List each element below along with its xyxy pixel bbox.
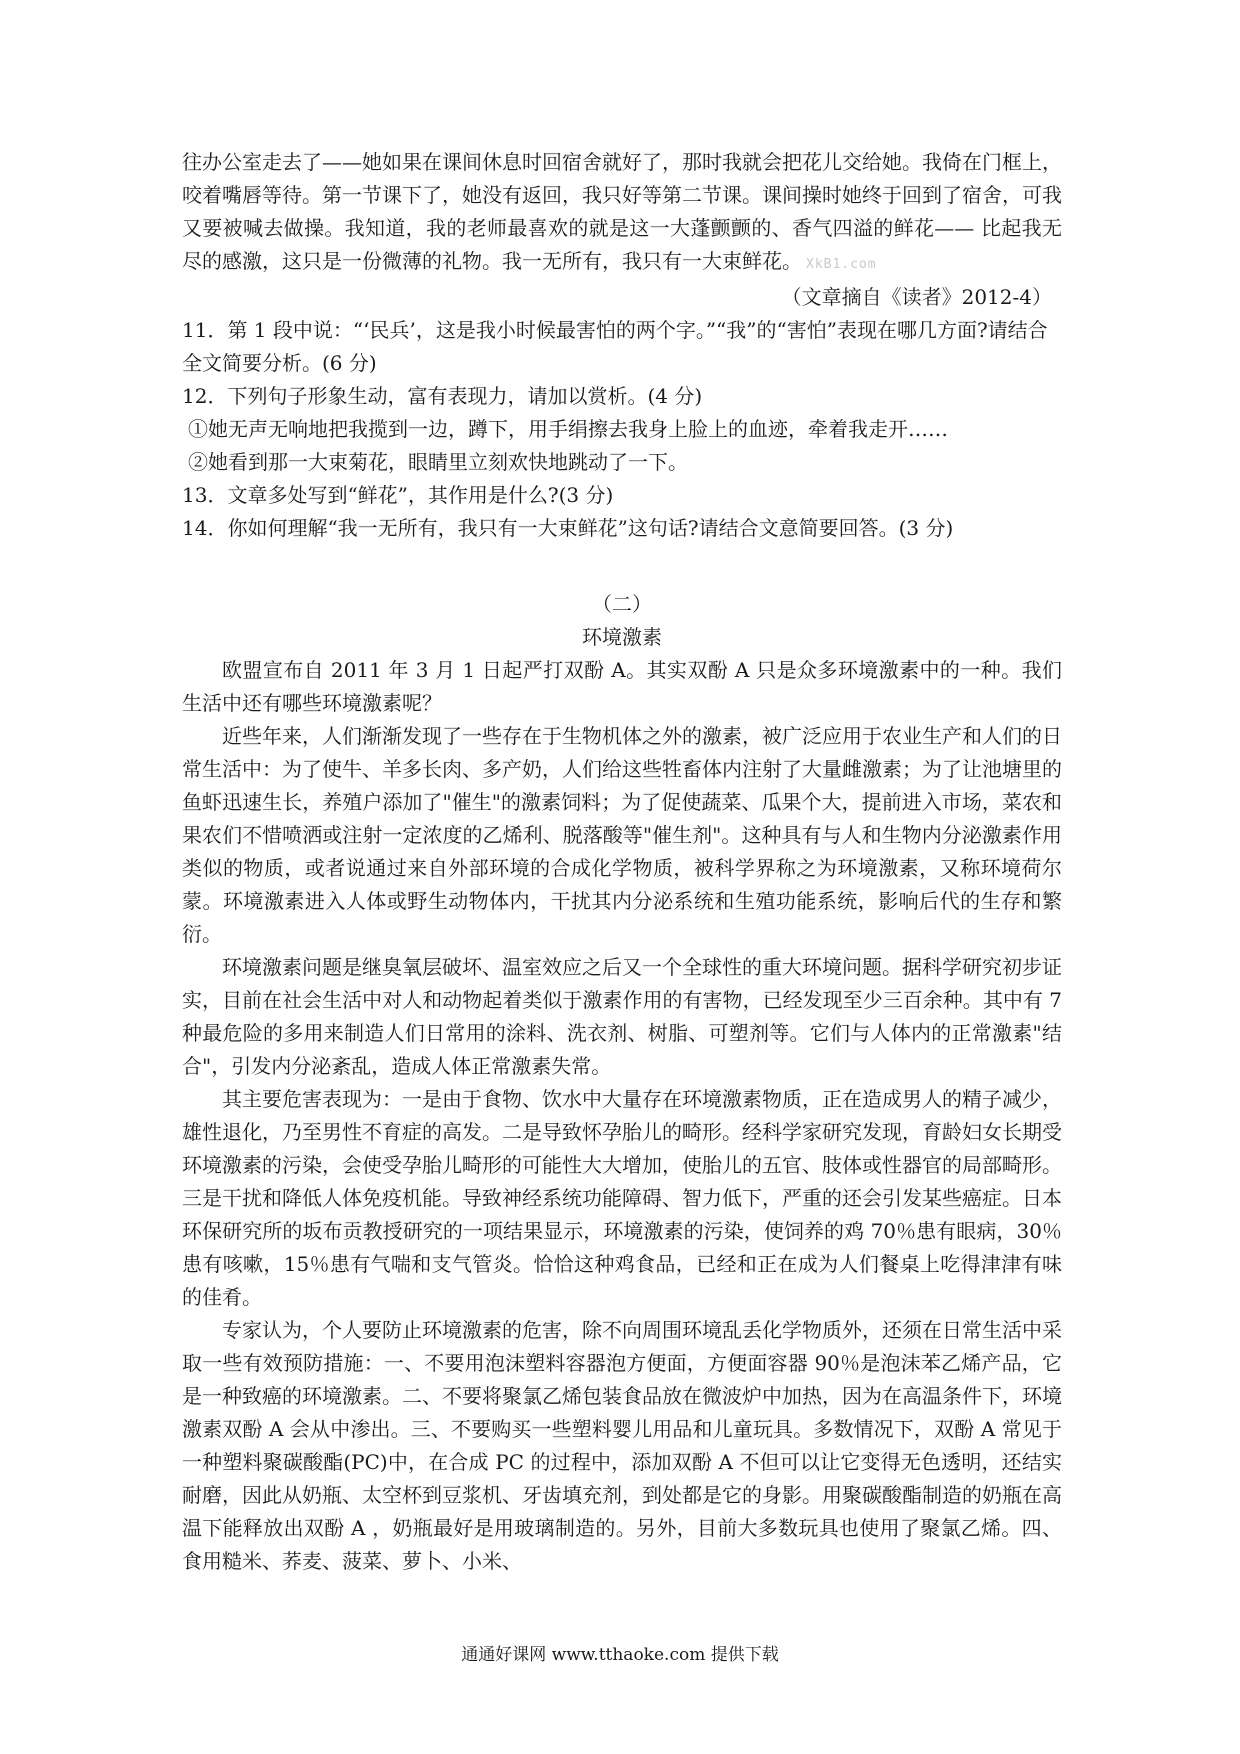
article-source: （文章摘自《读者》2012-4） — [781, 285, 1052, 309]
question-13: 13．文章多处写到“鲜花”，其作用是什么?(3 分) — [182, 483, 614, 507]
section-title: 环境激素 — [582, 625, 662, 649]
question-14: 14．你如何理解“我一无所有，我只有一大束鲜花”这句话?请结合文意简要回答。(3 分) — [182, 516, 954, 540]
passage-two-paragraph-5: 专家认为，个人要防止环境激素的危害，除不向周围环境乱丢化学物质外，还须在日常生活中采取一些有效预防措施：一、不要用泡沫塑料容器泡方便面，方便面容器 90％是泡沫苯乙烯产品，它是一种致癌的环境激素。二、不要将聚氯乙烯包装食品放在微波炉中加热，因为在高温条件下，环境激素双酚 A 会从中渗出。三、不要购买一些塑料婴儿用品和儿童玩具。多数情况下，双酚 A 常见于一种塑料聚碳酸酯(PC)中，在合成 PC 的过程中，添加双酚 A 不但可以让它变得无色透明，还结实耐磨，因此从奶瓶、太空杯到豆浆机、牙齿填充剂，到处都是它的身影。用聚碳酸酯制造的奶瓶在高温下能释放出双酚 A ，奶瓶最好是用玻璃制造的。另外，目前大多数玩具也使用了聚氯乙烯。四、食用糙米、荞麦、菠菜、萝卜、小米、 — [182, 1318, 1062, 1573]
document-page — [182, 146, 1062, 1578]
question-11: 11．第 1 段中说：“‘民兵’，这是我小时候最害怕的两个字。”“我”的“害怕”表现在哪几方面?请结合全文简要分析。(6 分) — [182, 318, 1048, 375]
question-12: 12．下列句子形象生动，富有表现力，请加以赏析。(4 分) — [182, 384, 703, 408]
section-spacer — [182, 545, 1062, 578]
passage-two-paragraph-1: 欧盟宣布自 2011 年 3 月 1 日起严打双酚 A。其实双酚 A 只是众多环境激素中的一种。我们生活中还有哪些环境激素呢？ — [182, 658, 1062, 715]
passage-two-paragraph-3: 环境激素问题是继臭氧层破坏、温室效应之后又一个全球性的重大环境问题。据科学研究初步证实，目前在社会生活中对人和动物起着类似于激素作用的有害物，已经发现至少三百余种。其中有 7 种最危险的多用来制造人们日常用的涂料、洗衣剂、树脂、可塑剂等。它们与人体内的正常激素"结合"，引发内分泌紊乱，造成人体正常激素失常。 — [182, 955, 1062, 1078]
question-12-sentence-2: ②她看到那一大束菊花，眼睛里立刻欢快地跳动了一下。 — [188, 450, 688, 474]
passage-two-paragraph-2: 近些年来，人们渐渐发现了一些存在于生物机体之外的激素，被广泛应用于农业生产和人们的日常生活中：为了使牛、羊多长肉、多产奶，人们给这些牲畜体内注射了大量雌激素；为了让池塘里的鱼虾迅速生长，养殖户添加了"催生"的激素饲料；为了促使蔬菜、瓜果个大，提前进入市场，菜农和果农们不惜喷洒或注射一定浓度的乙烯利、脱落酸等"催生剂"。这种具有与人和生物内分泌激素作用类似的物质，或者说通过来自外部环境的合成化学物质，被科学界称之为环境激素，又称环境荷尔蒙。环境激素进入人体或野生动物体内，干扰其内分泌系统和生殖功能系统，影响后代的生存和繁衍。 — [182, 724, 1062, 946]
passage-two-paragraph-4: 其主要危害表现为：一是由于食物、饮水中大量存在环境激素物质，正在造成男人的精子减少，雄性退化，乃至男性不育症的高发。二是导致怀孕胎儿的畸形。经科学家研究发现，育龄妇女长期受环境激素的污染，会使受孕胎儿畸形的可能性大大增加，使胎儿的五官、肢体或性器官的局部畸形。三是干扰和降低人体免疫机能。导致神经系统功能障碍、智力低下，严重的还会引发某些癌症。日本环保研究所的坂布贡教授研究的一项结果显示，环境激素的污染，使饲养的鸡 70％患有眼病，30％患有咳嗽，15％患有气喘和支气管炎。恰恰这种鸡食品，已经和正在成为人们餐桌上吃得津津有味的佳肴。 — [182, 1087, 1062, 1309]
section-number: （二） — [592, 592, 652, 616]
watermark-text: XkB1.com — [806, 257, 877, 272]
passage-one-text: 往办公室走去了——她如果在课间休息时回宿舍就好了，那时我就会把花儿交给她。我倚在门框上，咬着嘴唇等待。第一节课下了，她没有返回，我只好等第二节课。课间操时她终于回到了宿舍，可我又要被喊去做操。我知道，我的老师最喜欢的就是这一大蓬颤颤的、香气四溢的鲜花—— 比起我无尽的感激，这只是一份微薄的礼物。我一无所有，我只有一大束鲜花。 — [182, 150, 1062, 273]
passage-one-continuation — [182, 146, 1062, 281]
page-footer: 通通好课网 www.tthaoke.com 提供下载 — [461, 1645, 779, 1665]
question-12-sentence-1: ①她无声无响地把我揽到一边，蹲下，用手绢擦去我身上脸上的血迹，牵着我走开…… — [188, 417, 948, 441]
